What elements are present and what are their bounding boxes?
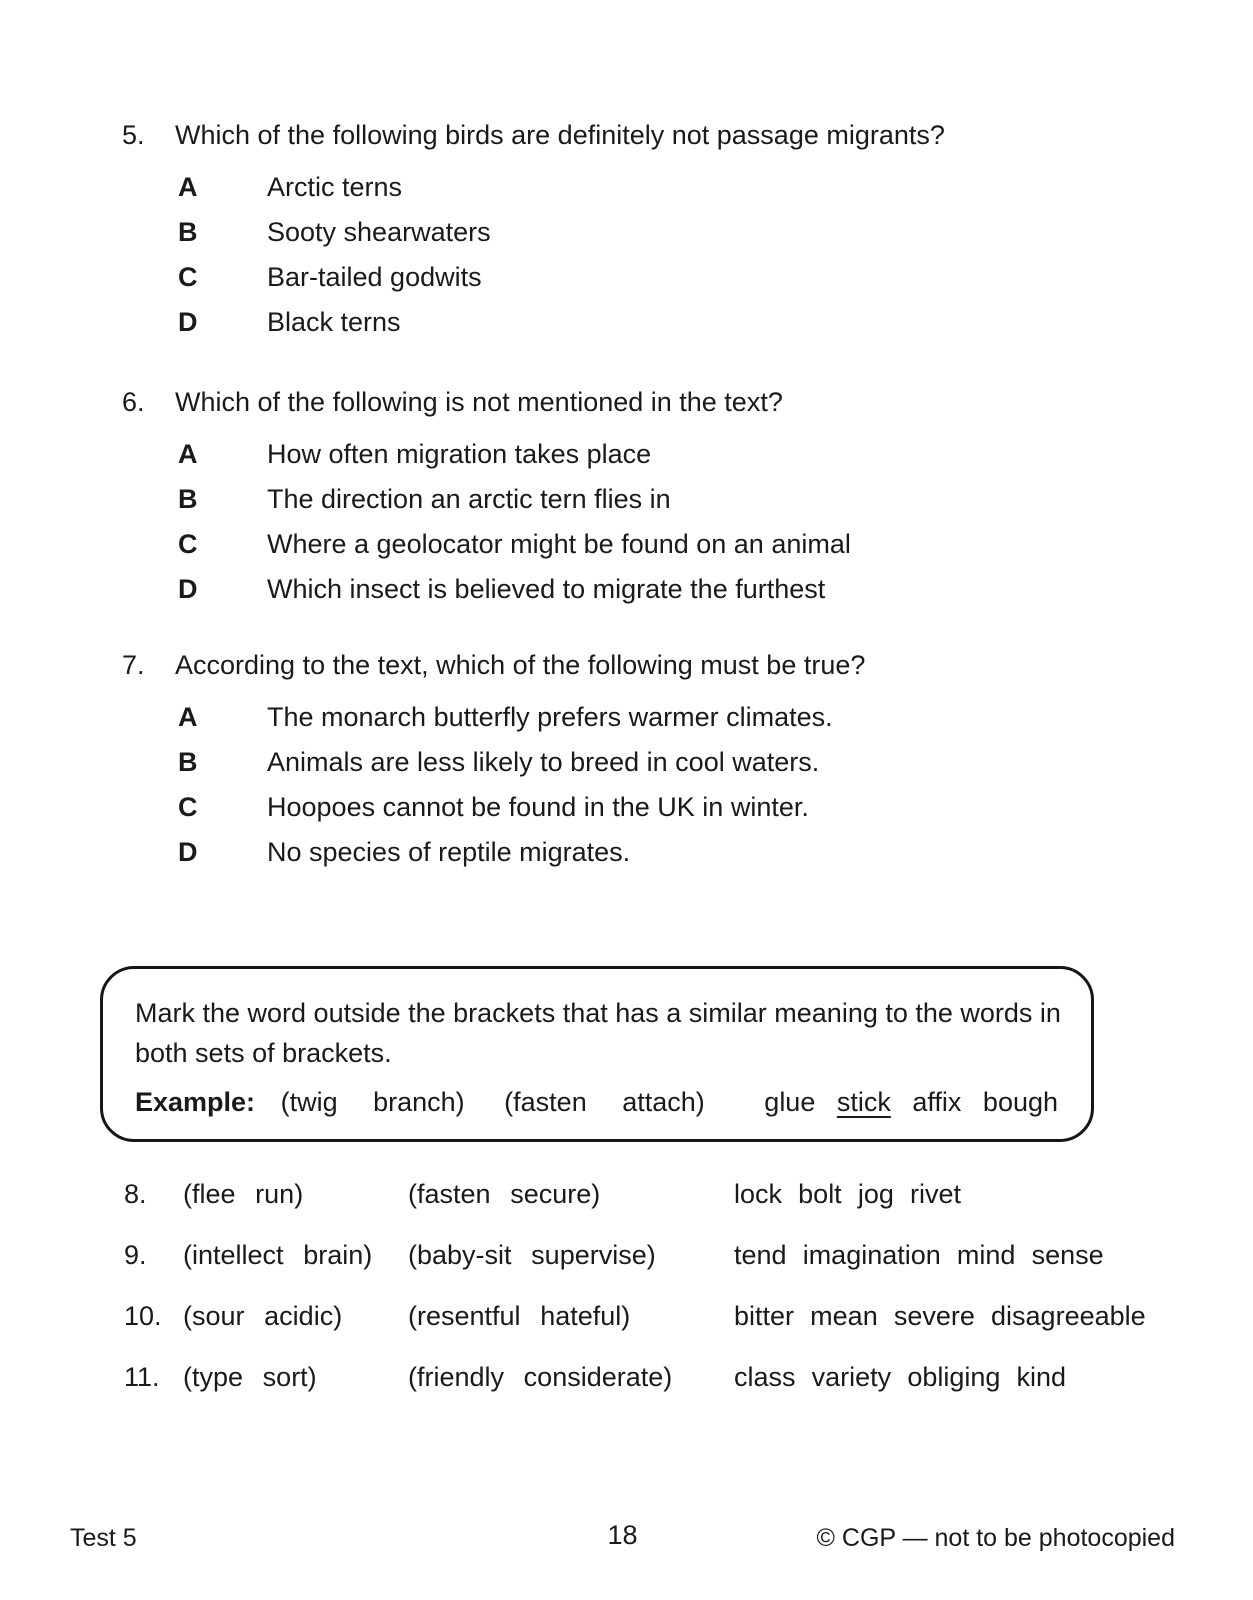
question-text: Which of the following is not mentioned in the text? bbox=[175, 387, 783, 417]
footer-test-label: Test 5 bbox=[70, 1524, 137, 1552]
option-text: The direction an arctic tern flies in bbox=[267, 484, 671, 514]
example-bracket-word: (twig bbox=[280, 1087, 338, 1117]
item-row bbox=[124, 1241, 1146, 1269]
option-letter: B bbox=[178, 747, 198, 777]
footer-page-number: 18 bbox=[607, 1520, 638, 1550]
option-letter: B bbox=[178, 217, 198, 247]
example-answer-word: glue bbox=[764, 1087, 816, 1117]
option-text: Hoopoes cannot be found in the UK in winter. bbox=[267, 792, 809, 822]
option-text: Bar-tailed godwits bbox=[267, 262, 482, 292]
item-number: 10. bbox=[124, 1301, 162, 1331]
option-letter: B bbox=[178, 484, 198, 514]
item-row bbox=[124, 1180, 1146, 1208]
option-row bbox=[122, 695, 865, 740]
item-row bbox=[124, 1302, 1146, 1330]
option-text: Animals are less likely to breed in cool waters. bbox=[267, 747, 820, 777]
option-letter: D bbox=[178, 307, 198, 337]
option-letter: C bbox=[178, 792, 198, 822]
option-row bbox=[122, 432, 851, 477]
example-answer-word: bough bbox=[982, 1087, 1059, 1117]
option-letter: A bbox=[178, 439, 198, 469]
option-text: Sooty shearwaters bbox=[267, 217, 491, 247]
example-answer-word-underlined: stick bbox=[836, 1087, 891, 1117]
word-items bbox=[124, 1180, 1146, 1424]
option-letter: C bbox=[178, 529, 198, 559]
question-7 bbox=[122, 648, 865, 875]
item-brackets-1: (type sort) bbox=[183, 1362, 317, 1392]
option-letter: D bbox=[178, 837, 198, 867]
option-text: The monarch butterfly prefers warmer climates. bbox=[267, 702, 833, 732]
question-5 bbox=[122, 118, 945, 345]
example-line bbox=[135, 1087, 1063, 1117]
example-bracket-word: branch) bbox=[373, 1087, 465, 1117]
option-text: Black terns bbox=[267, 307, 401, 337]
instruction-line: both sets of brackets. bbox=[135, 1038, 392, 1068]
example-answer-word: affix bbox=[912, 1087, 962, 1117]
option-row bbox=[122, 830, 865, 875]
option-letter: C bbox=[178, 262, 198, 292]
option-row bbox=[122, 785, 865, 830]
option-row bbox=[122, 740, 865, 785]
example-bracket-word: (fasten bbox=[504, 1087, 587, 1117]
question-head bbox=[122, 385, 851, 419]
item-brackets-1: (intellect brain) bbox=[183, 1240, 373, 1270]
option-row bbox=[122, 300, 945, 345]
item-number: 8. bbox=[124, 1179, 147, 1209]
question-options bbox=[122, 695, 865, 875]
item-number: 9. bbox=[124, 1240, 147, 1270]
question-head bbox=[122, 648, 865, 682]
item-answer-words: bitter mean severe disagreeable bbox=[734, 1301, 1146, 1331]
item-row bbox=[124, 1363, 1146, 1391]
item-brackets-1: (flee run) bbox=[183, 1179, 304, 1209]
option-letter: D bbox=[178, 574, 198, 604]
item-brackets-1: (sour acidic) bbox=[183, 1301, 343, 1331]
option-row bbox=[122, 522, 851, 567]
option-text: Which insect is believed to migrate the furthest bbox=[267, 574, 826, 604]
instruction-box bbox=[100, 966, 1094, 1142]
question-number: 7. bbox=[122, 650, 145, 680]
question-head bbox=[122, 118, 945, 152]
question-options bbox=[122, 165, 945, 345]
instruction-text bbox=[135, 993, 1063, 1073]
item-answer-words: tend imagination mind sense bbox=[734, 1240, 1104, 1270]
option-row bbox=[122, 477, 851, 522]
footer-copyright: © CGP — not to be photocopied bbox=[816, 1524, 1175, 1552]
question-number: 5. bbox=[122, 120, 145, 150]
option-text: Where a geolocator might be found on an animal bbox=[267, 529, 851, 559]
item-number: 11. bbox=[124, 1362, 160, 1392]
option-row bbox=[122, 210, 945, 255]
item-answer-words: class variety obliging kind bbox=[734, 1362, 1067, 1392]
question-6 bbox=[122, 385, 851, 612]
question-text: According to the text, which of the following must be true? bbox=[175, 650, 866, 680]
item-brackets-2: (fasten secure) bbox=[408, 1179, 601, 1209]
example-bracket-word: attach) bbox=[622, 1087, 705, 1117]
question-options bbox=[122, 432, 851, 612]
question-text: Which of the following birds are definitely not passage migrants? bbox=[175, 120, 945, 150]
item-brackets-2: (friendly considerate) bbox=[408, 1362, 673, 1392]
option-text: No species of reptile migrates. bbox=[267, 837, 631, 867]
option-text: Arctic terns bbox=[267, 172, 403, 202]
option-letter: A bbox=[178, 702, 198, 732]
question-number: 6. bbox=[122, 387, 145, 417]
instruction-line: Mark the word outside the brackets that has a similar meaning to the words in bbox=[135, 998, 1061, 1028]
option-row bbox=[122, 567, 851, 612]
item-brackets-2: (resentful hateful) bbox=[408, 1301, 631, 1331]
option-letter: A bbox=[178, 172, 198, 202]
item-answer-words: lock bolt jog rivet bbox=[734, 1179, 962, 1209]
option-row bbox=[122, 165, 945, 210]
option-text: How often migration takes place bbox=[267, 439, 652, 469]
example-label: Example: bbox=[135, 1087, 256, 1117]
option-row bbox=[122, 255, 945, 300]
item-brackets-2: (baby-sit supervise) bbox=[408, 1240, 656, 1270]
